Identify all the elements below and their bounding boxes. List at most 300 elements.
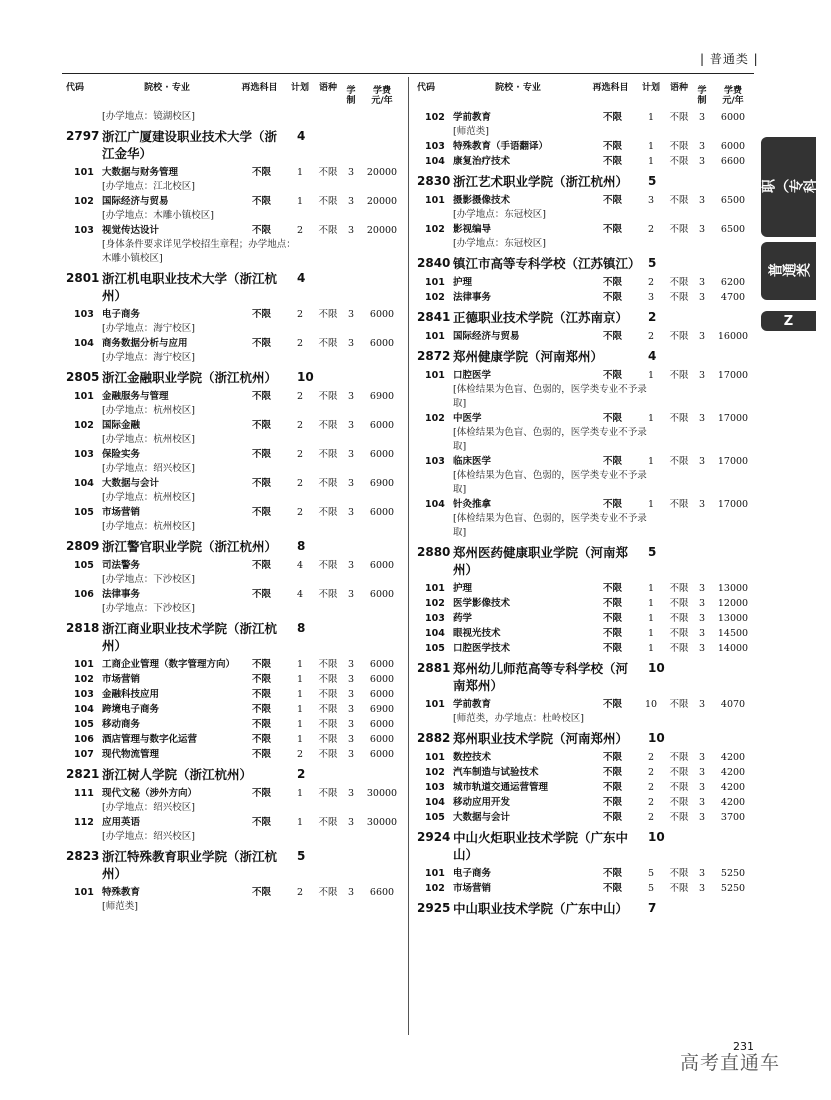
major-subject: 不限 — [252, 420, 272, 431]
major-fee: 6600 — [369, 887, 395, 898]
major-years: 3 — [698, 812, 706, 823]
major-code: 105 — [74, 560, 94, 571]
major-years: 3 — [347, 749, 355, 760]
major-subject: 不限 — [252, 507, 272, 518]
major-code: 107 — [74, 749, 94, 760]
major-name: 临床医学 — [453, 456, 492, 467]
school-row — [417, 173, 757, 190]
major-lang: 不限 — [318, 560, 338, 571]
major-name: 特殊教育 — [102, 887, 141, 898]
school-plan: 5 — [648, 174, 657, 188]
major-years: 3 — [698, 499, 706, 510]
major-years: 3 — [347, 391, 355, 402]
major-code: 101 — [425, 699, 445, 710]
school-row — [417, 544, 757, 578]
school-row — [417, 660, 757, 694]
major-plan: 2 — [296, 338, 304, 349]
header-subject: 再选科目 — [241, 83, 278, 93]
major-row — [66, 747, 406, 762]
right-column — [417, 80, 757, 920]
major-lang: 不限 — [669, 292, 689, 303]
school-plan: 10 — [648, 731, 665, 745]
major-years: 3 — [347, 704, 355, 715]
major-code: 105 — [74, 507, 94, 518]
major-subject: 不限 — [252, 225, 272, 236]
major-fee: 5250 — [720, 868, 746, 879]
major-row — [417, 881, 757, 896]
header-code: 代码 — [66, 83, 85, 93]
major-subject: 不限 — [603, 583, 623, 594]
major-fee: 6200 — [720, 277, 746, 288]
major-name: 特殊教育（手语翻译） — [453, 141, 549, 152]
major-lang: 不限 — [318, 309, 338, 320]
major-name: 应用英语 — [102, 817, 141, 828]
major-years: 3 — [347, 338, 355, 349]
major-fee: 6000 — [369, 689, 395, 700]
major-row — [66, 194, 406, 209]
major-years: 3 — [347, 225, 355, 236]
major-lang: 不限 — [669, 112, 689, 123]
major-fee: 30000 — [366, 817, 398, 828]
school-row — [66, 620, 406, 654]
school-plan: 4 — [297, 129, 306, 143]
major-note: [办学地点：绍兴校区] — [102, 831, 195, 842]
school-code: 2880 — [417, 545, 451, 559]
major-row — [417, 750, 757, 765]
major-years: 3 — [698, 224, 706, 235]
major-plan: 2 — [647, 782, 655, 793]
school-plan: 2 — [297, 767, 306, 781]
major-name: 司法警务 — [102, 560, 141, 571]
major-subject: 不限 — [603, 797, 623, 808]
major-plan: 2 — [296, 887, 304, 898]
major-subject: 不限 — [252, 478, 272, 489]
major-code: 101 — [425, 752, 445, 763]
major-row — [417, 411, 757, 426]
major-subject: 不限 — [603, 613, 623, 624]
header-subject: 再选科目 — [592, 83, 629, 93]
school-name: 郑州医药健康职业学院（河南郑州） — [453, 545, 629, 577]
major-code: 111 — [74, 788, 94, 799]
major-fee: 13000 — [717, 613, 749, 624]
major-code: 106 — [74, 734, 94, 745]
major-subject: 不限 — [603, 868, 623, 879]
school-plan: 4 — [648, 349, 657, 363]
category-tag: | 普通类 | — [700, 52, 759, 66]
major-fee: 13000 — [717, 583, 749, 594]
major-note: [体检结果为色盲、色弱的，医学类专业不予录取] — [453, 470, 647, 495]
major-plan: 5 — [647, 883, 655, 894]
school-plan: 2 — [648, 310, 657, 324]
major-code: 112 — [74, 817, 94, 828]
major-code: 103 — [425, 782, 445, 793]
major-name: 法律事务 — [102, 589, 141, 600]
major-code: 102 — [425, 767, 445, 778]
school-code: 2809 — [66, 539, 100, 553]
major-code: 104 — [425, 628, 445, 639]
major-fee: 17000 — [717, 413, 749, 424]
school-name: 浙江机电职业技术大学（浙江杭州） — [102, 271, 278, 303]
major-fee: 4200 — [720, 797, 746, 808]
major-years: 3 — [347, 449, 355, 460]
major-lang: 不限 — [318, 420, 338, 431]
major-lang: 不限 — [318, 887, 338, 898]
major-fee: 6600 — [720, 156, 746, 167]
major-lang: 不限 — [318, 196, 338, 207]
major-years: 3 — [347, 478, 355, 489]
major-years: 3 — [698, 277, 706, 288]
major-code: 103 — [74, 449, 94, 460]
major-name: 眼视光技术 — [453, 628, 501, 639]
major-subject: 不限 — [252, 788, 272, 799]
major-years: 3 — [347, 589, 355, 600]
school-row — [417, 730, 757, 747]
major-plan: 5 — [647, 868, 655, 879]
major-name: 现代物流管理 — [102, 749, 160, 760]
school-code: 2821 — [66, 767, 100, 781]
major-lang: 不限 — [669, 699, 689, 710]
major-name: 国际金融 — [102, 420, 141, 431]
major-name: 数控技术 — [453, 752, 492, 763]
major-row — [417, 454, 757, 469]
major-lang: 不限 — [318, 719, 338, 730]
major-code: 103 — [74, 689, 94, 700]
major-name: 城市轨道交通运营管理 — [453, 782, 549, 793]
header-fee: 学费 元/年 — [722, 86, 744, 106]
major-code: 103 — [425, 141, 445, 152]
major-years: 3 — [698, 643, 706, 654]
major-subject: 不限 — [252, 704, 272, 715]
major-name: 药学 — [453, 613, 473, 624]
major-subject: 不限 — [603, 699, 623, 710]
major-fee: 6000 — [369, 309, 395, 320]
major-subject: 不限 — [603, 195, 623, 206]
major-name: 大数据与会计 — [102, 478, 160, 489]
major-lang: 不限 — [669, 883, 689, 894]
major-name: 中医学 — [453, 413, 482, 424]
major-plan: 10 — [644, 699, 658, 710]
school-row — [66, 270, 406, 304]
major-years: 3 — [347, 674, 355, 685]
major-years: 3 — [698, 112, 706, 123]
major-lang: 不限 — [669, 370, 689, 381]
major-plan: 1 — [647, 156, 655, 167]
header-plan: 计划 — [641, 83, 660, 93]
major-plan: 1 — [647, 112, 655, 123]
major-name: 口腔医学技术 — [453, 643, 511, 654]
major-name: 汽车制造与试验技术 — [453, 767, 539, 778]
major-lang: 不限 — [669, 583, 689, 594]
major-row — [417, 290, 757, 305]
major-plan: 2 — [647, 812, 655, 823]
school-name: 郑州幼儿师范高等专科学校（河南郑州） — [453, 661, 629, 693]
major-plan: 2 — [296, 478, 304, 489]
school-code: 2818 — [66, 621, 100, 635]
major-fee: 6000 — [720, 141, 746, 152]
major-lang: 不限 — [318, 659, 338, 670]
school-row — [417, 900, 757, 917]
major-code: 105 — [425, 643, 445, 654]
school-code: 2823 — [66, 849, 100, 863]
major-subject: 不限 — [252, 560, 272, 571]
major-fee: 12000 — [717, 598, 749, 609]
major-plan: 1 — [296, 196, 304, 207]
school-code: 2797 — [66, 129, 100, 143]
major-fee: 6000 — [369, 420, 395, 431]
major-name: 金融科技应用 — [102, 689, 160, 700]
major-years: 3 — [698, 156, 706, 167]
major-name: 法律事务 — [453, 292, 492, 303]
major-name: 市场营销 — [102, 674, 141, 685]
major-code: 101 — [74, 391, 94, 402]
major-name: 市场营销 — [453, 883, 492, 894]
major-fee: 6500 — [720, 195, 746, 206]
left-column — [66, 80, 406, 914]
school-name: 浙江艺术职业学院（浙江杭州） — [453, 174, 629, 189]
major-plan: 2 — [296, 309, 304, 320]
major-plan: 1 — [647, 370, 655, 381]
major-years: 3 — [698, 331, 706, 342]
watermark: 高考直通车 — [680, 1052, 781, 1074]
major-plan: 1 — [647, 643, 655, 654]
major-subject: 不限 — [252, 589, 272, 600]
major-plan: 3 — [647, 292, 655, 303]
major-row — [417, 780, 757, 795]
major-plan: 2 — [296, 225, 304, 236]
major-name: 现代文秘（涉外方向） — [102, 788, 198, 799]
major-code: 103 — [74, 225, 94, 236]
school-plan: 10 — [648, 830, 665, 844]
major-plan: 1 — [647, 613, 655, 624]
major-name: 影视编导 — [453, 224, 492, 235]
school-row — [66, 766, 406, 783]
major-plan: 3 — [647, 195, 655, 206]
major-name: 商务数据分析与应用 — [102, 338, 188, 349]
major-subject: 不限 — [603, 141, 623, 152]
school-plan: 7 — [648, 901, 657, 915]
major-subject: 不限 — [603, 767, 623, 778]
major-plan: 2 — [296, 391, 304, 402]
major-lang: 不限 — [318, 749, 338, 760]
school-row — [417, 255, 757, 272]
major-subject: 不限 — [252, 449, 272, 460]
major-plan: 1 — [647, 583, 655, 594]
major-lang: 不限 — [669, 643, 689, 654]
major-note: [师范类，办学地点：杜岭校区] — [453, 713, 584, 724]
major-code: 102 — [425, 413, 445, 424]
major-lang: 不限 — [669, 331, 689, 342]
section-tab-vocational[interactable]: 高职（专科） — [761, 137, 816, 237]
major-row — [66, 732, 406, 747]
major-years: 3 — [347, 560, 355, 571]
school-name: 中山职业技术学院（广东中山） — [453, 901, 629, 916]
major-years: 3 — [698, 767, 706, 778]
school-row — [66, 369, 406, 386]
major-row — [417, 275, 757, 290]
major-fee: 6000 — [369, 734, 395, 745]
major-years: 3 — [347, 659, 355, 670]
major-note: [身体条件要求详见学校招生章程；办学地点：木雕小镇校区] — [102, 239, 296, 264]
major-row — [66, 702, 406, 717]
major-subject: 不限 — [252, 196, 272, 207]
major-name: 移动应用开发 — [453, 797, 511, 808]
major-years: 3 — [698, 613, 706, 624]
major-code: 104 — [74, 338, 94, 349]
major-fee: 6500 — [720, 224, 746, 235]
major-subject: 不限 — [252, 391, 272, 402]
major-plan: 4 — [296, 560, 304, 571]
major-plan: 2 — [647, 797, 655, 808]
major-subject: 不限 — [252, 719, 272, 730]
major-name: 护理 — [453, 583, 473, 594]
major-fee: 17000 — [717, 370, 749, 381]
school-plan: 8 — [297, 621, 306, 635]
major-note: [办学地点：镜湖校区] — [102, 111, 195, 122]
major-fee: 17000 — [717, 499, 749, 510]
major-name: 电子商务 — [102, 309, 141, 320]
major-years: 3 — [698, 141, 706, 152]
major-lang: 不限 — [318, 689, 338, 700]
major-row — [417, 641, 757, 656]
major-subject: 不限 — [603, 370, 623, 381]
major-subject: 不限 — [252, 659, 272, 670]
major-years: 3 — [698, 370, 706, 381]
major-code: 104 — [74, 704, 94, 715]
major-name: 学前教育 — [453, 112, 492, 123]
major-row — [417, 596, 757, 611]
header-rule — [62, 73, 754, 74]
major-plan: 1 — [296, 817, 304, 828]
major-fee: 6900 — [369, 391, 395, 402]
major-row — [66, 418, 406, 433]
major-code: 103 — [425, 456, 445, 467]
school-plan: 5 — [648, 545, 657, 559]
school-row — [66, 128, 406, 162]
major-note: [体检结果为色盲、色弱的，医学类专业不予录取] — [453, 513, 647, 538]
school-row — [417, 309, 757, 326]
major-years: 3 — [347, 420, 355, 431]
major-row — [417, 611, 757, 626]
major-row — [66, 476, 406, 491]
major-row — [66, 336, 406, 351]
major-lang: 不限 — [669, 141, 689, 152]
major-plan: 1 — [296, 659, 304, 670]
major-row — [66, 447, 406, 462]
major-lang: 不限 — [669, 782, 689, 793]
major-name: 大数据与财务管理 — [102, 167, 179, 178]
major-name: 跨境电子商务 — [102, 704, 160, 715]
section-tab-letter[interactable]: Z — [761, 311, 816, 331]
school-name: 浙江特殊教育职业学院（浙江杭州） — [102, 849, 278, 881]
major-plan: 1 — [647, 141, 655, 152]
school-code: 2882 — [417, 731, 451, 745]
school-row — [66, 538, 406, 555]
column-divider — [408, 77, 409, 1035]
major-code: 102 — [74, 420, 94, 431]
major-fee: 6000 — [369, 674, 395, 685]
school-code: 2841 — [417, 310, 451, 324]
major-lang: 不限 — [669, 598, 689, 609]
major-fee: 6000 — [369, 719, 395, 730]
major-years: 3 — [347, 167, 355, 178]
school-plan: 5 — [648, 256, 657, 270]
major-code: 105 — [74, 719, 94, 730]
major-note: [师范类] — [102, 901, 138, 912]
major-name: 护理 — [453, 277, 473, 288]
major-code: 101 — [425, 583, 445, 594]
major-row — [66, 587, 406, 602]
major-row — [66, 505, 406, 520]
school-plan: 10 — [648, 661, 665, 675]
major-plan: 1 — [296, 704, 304, 715]
school-code: 2840 — [417, 256, 451, 270]
major-row — [66, 657, 406, 672]
school-name: 中山火炬职业技术学院（广东中山） — [453, 830, 629, 862]
major-plan: 1 — [296, 719, 304, 730]
major-lang: 不限 — [318, 788, 338, 799]
header-name: 院校 · 专业 — [495, 83, 541, 93]
major-plan: 1 — [296, 788, 304, 799]
major-name: 国际经济与贸易 — [102, 196, 169, 207]
header-lang: 语种 — [669, 83, 688, 93]
major-lang: 不限 — [669, 797, 689, 808]
major-years: 3 — [698, 456, 706, 467]
major-plan: 2 — [647, 767, 655, 778]
school-code: 2830 — [417, 174, 451, 188]
school-name: 浙江树人学院（浙江杭州） — [102, 767, 253, 782]
major-code: 102 — [74, 196, 94, 207]
major-row — [66, 307, 406, 322]
major-plan: 2 — [296, 420, 304, 431]
major-note: [办学地点：下沙校区] — [102, 603, 195, 614]
major-row — [417, 110, 757, 125]
major-years: 3 — [347, 887, 355, 898]
major-row — [417, 139, 757, 154]
major-name: 市场营销 — [102, 507, 141, 518]
major-fee: 30000 — [366, 788, 398, 799]
major-code: 101 — [425, 331, 445, 342]
major-years: 3 — [347, 689, 355, 700]
major-subject: 不限 — [603, 292, 623, 303]
major-lang: 不限 — [669, 224, 689, 235]
major-lang: 不限 — [669, 195, 689, 206]
major-row — [66, 558, 406, 573]
major-years: 3 — [698, 782, 706, 793]
major-name: 移动商务 — [102, 719, 141, 730]
header-sys: 学 制 — [697, 86, 707, 106]
major-subject: 不限 — [603, 331, 623, 342]
major-code: 102 — [425, 598, 445, 609]
school-code: 2872 — [417, 349, 451, 363]
major-lang: 不限 — [669, 752, 689, 763]
major-name: 医学影像技术 — [453, 598, 511, 609]
major-plan: 1 — [647, 456, 655, 467]
major-row — [66, 389, 406, 404]
major-row — [417, 765, 757, 780]
column-header — [66, 80, 406, 110]
school-code: 2805 — [66, 370, 100, 384]
section-tab-general[interactable]: 普通类 — [761, 242, 816, 300]
major-row — [417, 497, 757, 512]
major-plan: 2 — [296, 507, 304, 518]
major-subject: 不限 — [252, 749, 272, 760]
major-name: 口腔医学 — [453, 370, 492, 381]
major-subject: 不限 — [252, 674, 272, 685]
major-plan: 2 — [647, 752, 655, 763]
major-note: [体检结果为色盲、色弱的，医学类专业不予录取] — [453, 427, 647, 452]
major-code: 102 — [425, 112, 445, 123]
major-code: 102 — [425, 883, 445, 894]
